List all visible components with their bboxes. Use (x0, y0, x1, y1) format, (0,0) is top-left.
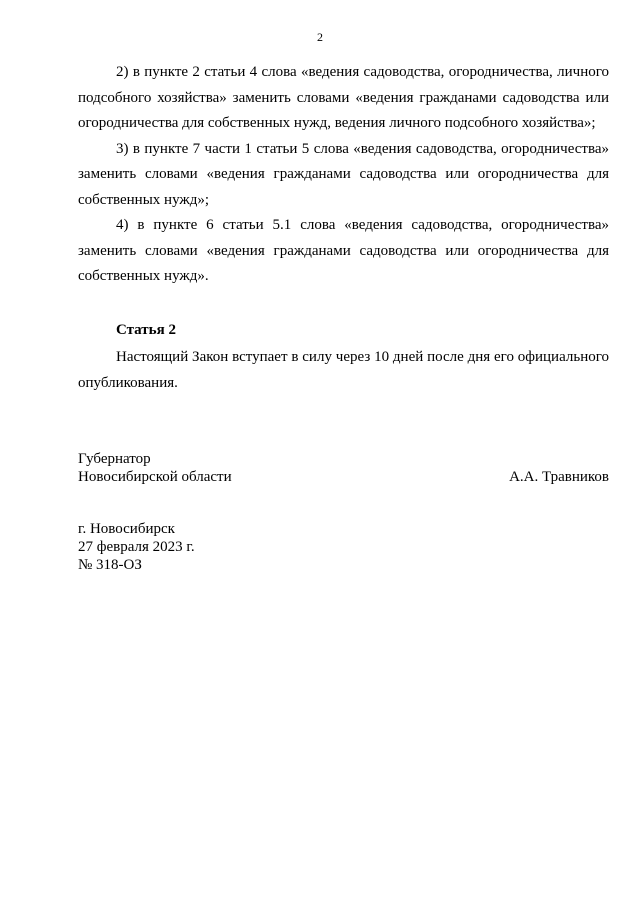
place: г. Новосибирск (78, 521, 175, 537)
signatory-title: Губернатор (78, 451, 151, 467)
amendments-list (78, 60, 609, 290)
place-date-block (78, 520, 195, 574)
page-number: 2 (317, 30, 323, 44)
amendment-paragraph-4: 4) в пункте 6 статьи 5.1 слова «ведения садоводства, огородничества» заменить словами «ведения гражданами садоводства или огородничества для собственных нужд». (78, 217, 609, 284)
article-2-text: Настоящий Закон вступает в силу через 10 дней после дня его официального опубликования. (78, 349, 609, 391)
signature-block (78, 450, 609, 486)
article-2-body (78, 345, 609, 396)
article-2-heading: Статья 2 (116, 322, 176, 338)
law-number: № 318-ОЗ (78, 557, 142, 573)
signatory-region: Новосибирской области (78, 469, 232, 485)
signatory-name: А.А. Травников (509, 469, 609, 485)
date: 27 февраля 2023 г. (78, 539, 195, 555)
amendment-paragraph-3: 3) в пункте 7 части 1 статьи 5 слова «ведения садоводства, огородничества» заменить словами «ведения гражданами садоводства или огородничества для собственных нужд»; (78, 140, 609, 208)
amendment-paragraph-2: 2) в пункте 2 статьи 4 слова «ведения садоводства, огородничества, личного подсобного хозяйства» заменить словами «ведения гражданами садоводства или огородничества для собственных нужд, ведения личного подсобного хозяйства»; (78, 64, 609, 131)
